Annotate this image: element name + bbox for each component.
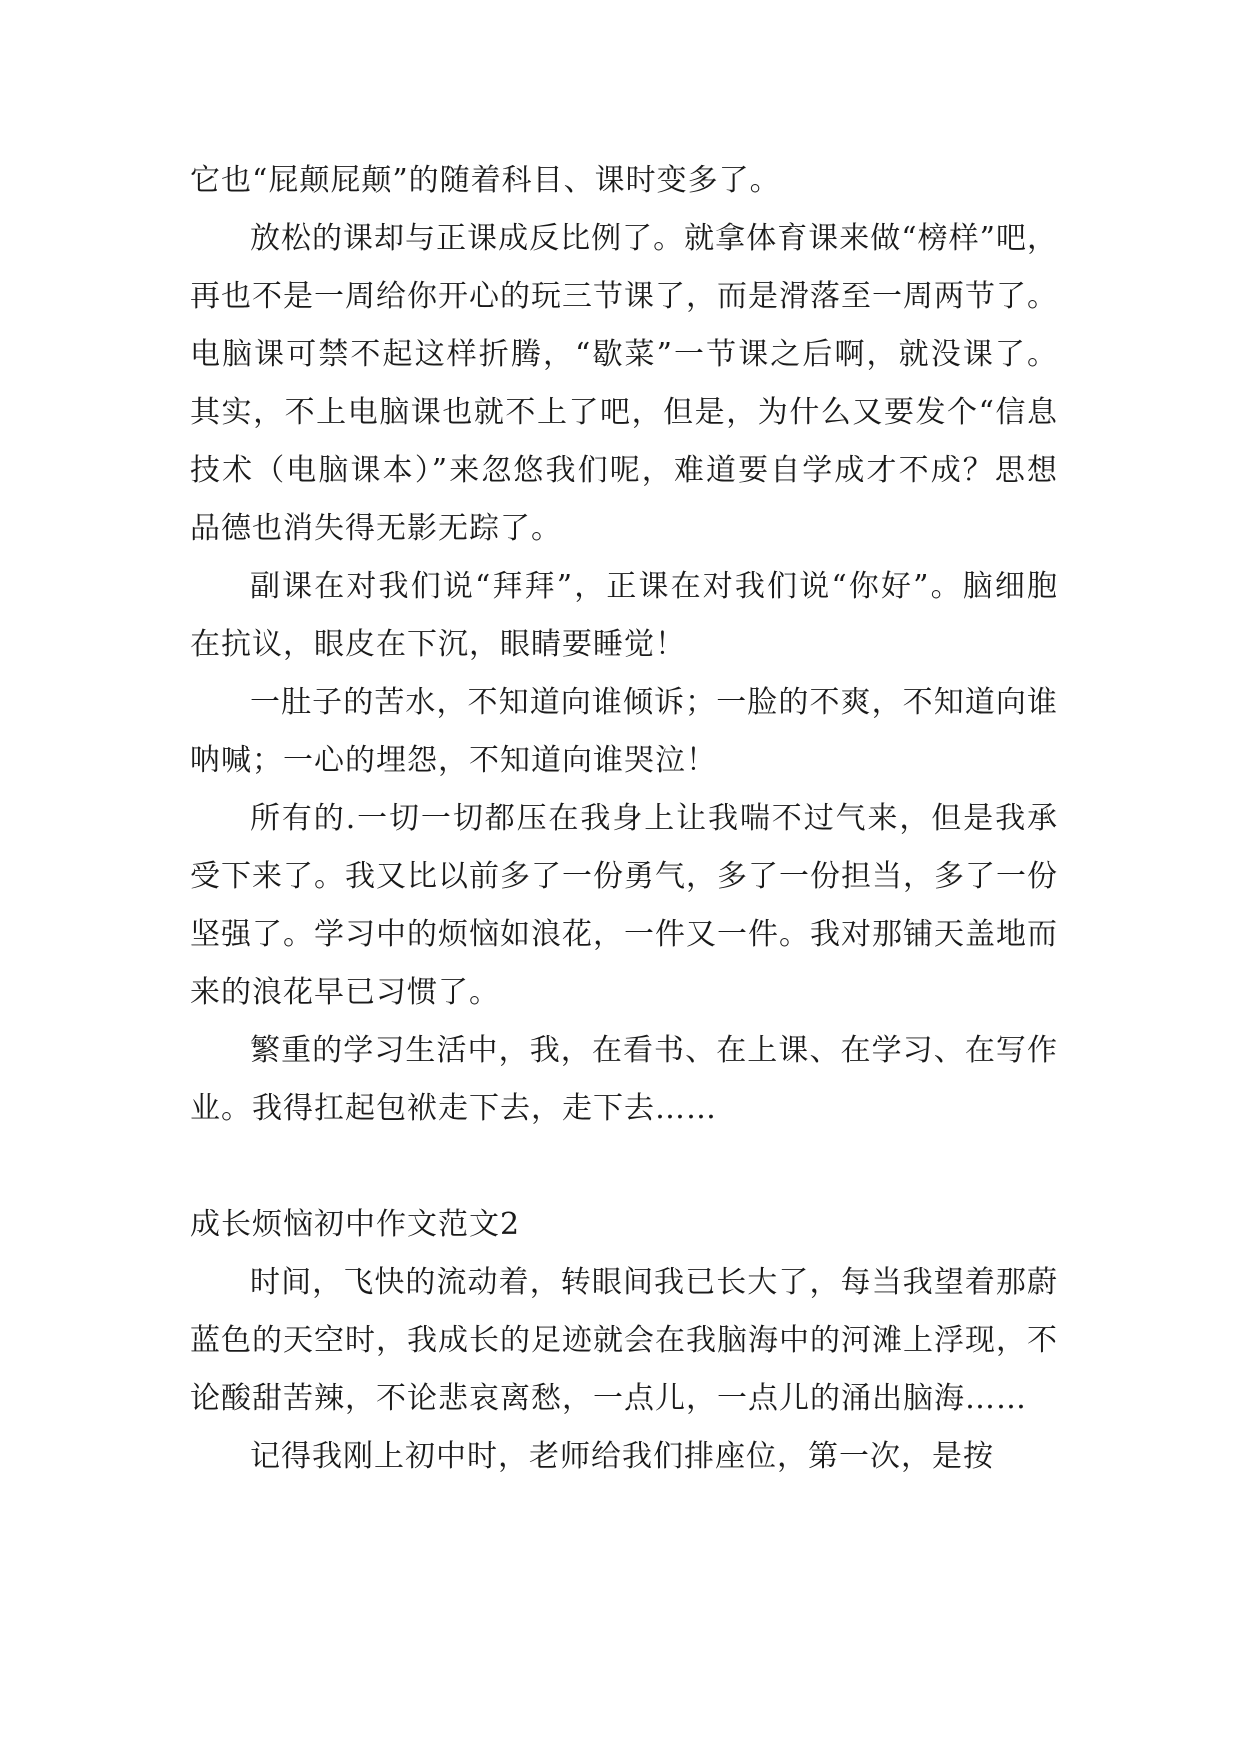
section-heading: 成长烦恼初中作文范文2: [190, 1207, 521, 1242]
paragraph: 时间，飞快的流动着，转眼间我已长大了，每当我望着那蔚蓝色的天空时，我成长的足迹就会在我脑海中的河滩上浮现，不论酸甜苦辣，不论悲哀离愁，一点儿，一点儿的涌出脑海……: [190, 1265, 1058, 1416]
paragraph: 它也“屁颠屁颠”的随着科目、课时变多了。: [190, 163, 781, 198]
paragraph: 一肚子的苦水，不知道向谁倾诉；一脸的不爽，不知道向谁呐喊；一心的埋怨，不知道向谁哭泣！: [190, 685, 1058, 778]
paragraph: 繁重的学习生活中，我，在看书、在上课、在学习、在写作业。我得扛起包袱走下去，走下去……: [190, 1033, 1058, 1126]
paragraph: 记得我刚上初中时，老师给我们排座位，第一次，是按: [250, 1439, 994, 1474]
paragraph: 副课在对我们说“拜拜”，正课在对我们说“你好”。脑细胞在抗议，眼皮在下沉，眼睛要睡觉！: [190, 569, 1058, 662]
section-spacer: [190, 1138, 1058, 1196]
paragraph: 放松的课却与正课成反比例了。就拿体育课来做“榜样”吧，再也不是一周给你开心的玩三节课了，而是滑落至一周两节了。电脑课可禁不起这样折腾，“歇菜”一节课之后啊，就没课了。其实，不上电脑课也就不上了吧，但是，为什么又要发个“信息技术（电脑课本）”来忽悠我们呢，难道要自学成才不成？思想品德也消失得无影无踪了。: [190, 221, 1058, 546]
document-body: [190, 152, 1058, 1486]
paragraph: 所有的.一切一切都压在我身上让我喘不过气来，但是我承受下来了。我又比以前多了一份勇气，多了一份担当，多了一份坚强了。学习中的烦恼如浪花，一件又一件。我对那铺天盖地而来的浪花早已习惯了。: [190, 801, 1058, 1010]
